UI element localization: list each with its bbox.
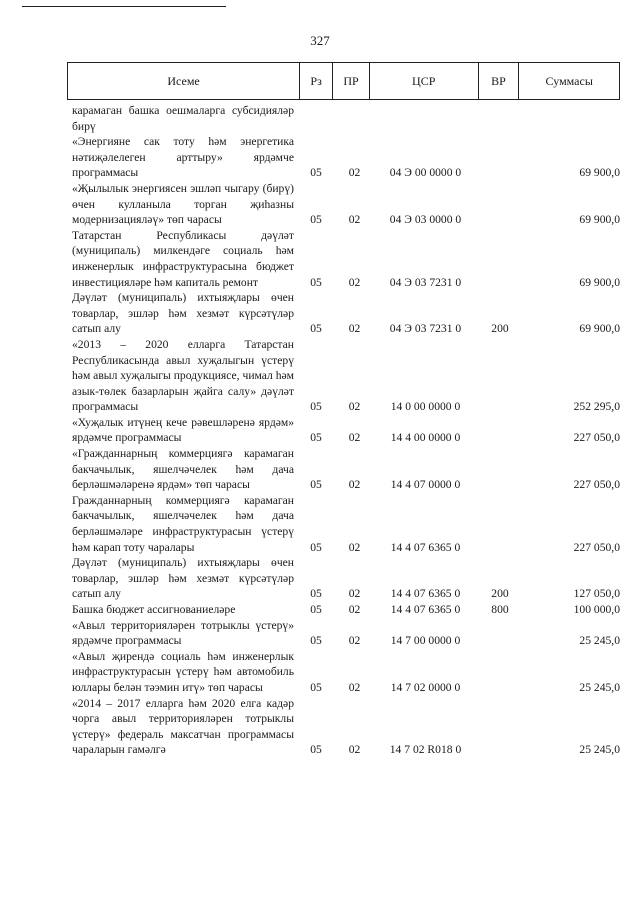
row-sum: 252 295,0 (573, 400, 620, 414)
row-rz: 05 (310, 634, 322, 648)
row-pr: 02 (348, 587, 361, 601)
row-rz: 05 (310, 603, 322, 616)
row-name: «2013 – 2020 елларга Татарстан Республикасында авыл хуҗалыгын үстерү һәм авыл хуҗалыгы продукциясе, чимал һәм азык-төлек базарларын җайга салу» дәүләт программасы (72, 337, 294, 414)
row-name: Башка бюджет ассигнованиеләре (72, 603, 236, 616)
table-row (72, 181, 620, 228)
row-csr: 14 0 00 0000 0 (390, 400, 461, 414)
row-pr: 02 (348, 166, 361, 180)
row-sum: 25 245,0 (579, 743, 620, 757)
row-sum: 227 050,0 (573, 431, 620, 445)
row-sum: 227 050,0 (573, 540, 620, 554)
row-csr: 14 4 07 0000 0 (390, 478, 461, 492)
row-csr: 04 Э 00 0000 0 (389, 166, 462, 180)
header-pr: ПР (333, 63, 370, 99)
row-vr: 200 (491, 322, 509, 336)
row-pr: 02 (348, 634, 361, 648)
row-rz: 05 (310, 540, 322, 554)
row-rz: 05 (310, 680, 322, 694)
row-rz: 05 (310, 587, 322, 601)
table-body (72, 103, 620, 758)
row-rz: 05 (310, 213, 322, 227)
table-row (72, 290, 620, 337)
row-pr: 02 (348, 275, 361, 289)
table-header (67, 62, 620, 100)
header-csr: ЦСР (370, 63, 479, 99)
table-row (72, 649, 620, 696)
table-row (72, 618, 620, 649)
row-rz: 05 (310, 166, 322, 180)
row-name: «Авыл территорияләрен тотрыклы үстерү» ярдәмче программасы (72, 618, 294, 648)
row-sum: 25 245,0 (579, 634, 620, 648)
row-name: карамаган башка оешмаларга субсидияләр бирү (72, 104, 294, 133)
header-name: Исеме (68, 63, 300, 99)
row-name: Гражданнарның коммерциягә карамаган бакчачылык, яшелчәчелек һәм дача берләшмәләре инфраструктурасын үстерү һәм карап тоту чаралары (72, 493, 294, 554)
row-pr: 02 (348, 322, 361, 336)
row-name: «Гражданнарның коммерциягә карамаган бакчачылык, яшелчәчелек һәм дача берләшмәләренә ярдәм» төп чарасы (72, 447, 294, 492)
row-sum: 69 900,0 (579, 322, 620, 336)
row-rz: 05 (310, 478, 322, 492)
table-row (72, 103, 620, 134)
row-rz: 05 (310, 322, 322, 336)
row-vr: 800 (491, 603, 509, 616)
row-pr: 02 (348, 743, 361, 757)
row-rz: 05 (310, 743, 322, 757)
row-csr: 14 4 07 6365 0 (390, 587, 461, 601)
row-name: «Энергияне сак тоту һәм энергетика нәтиҗәлелеген арттыру» ярдәмче программасы (72, 135, 294, 180)
row-sum: 69 900,0 (579, 166, 620, 180)
row-csr: 04 Э 03 7231 0 (389, 322, 462, 336)
row-csr: 04 Э 03 7231 0 (389, 275, 462, 289)
row-csr: 14 4 00 0000 0 (390, 431, 461, 445)
row-sum: 25 245,0 (579, 680, 620, 694)
header-vr: ВР (479, 63, 520, 99)
row-sum: 127 050,0 (573, 587, 620, 601)
row-name: Дәүләт (муниципаль) ихтыяҗлары өчен товарлар, эшләр һәм хезмәт күрсәтүләр сатып алу (72, 556, 294, 601)
table-row (72, 337, 620, 415)
page-number: 327 (310, 33, 330, 48)
table-row (72, 493, 620, 555)
row-rz: 05 (310, 431, 322, 445)
header-rz: Рз (300, 63, 333, 99)
row-rz: 05 (310, 275, 322, 289)
row-pr: 02 (348, 213, 361, 227)
row-sum: 227 050,0 (573, 478, 620, 492)
row-csr: 14 7 00 0000 0 (390, 634, 461, 648)
row-name: «Җылылык энергиясен эшләп чыгару (бирү) өчен кулланыла торган җиһазны модернизацияләү» төп чарасы (72, 181, 294, 227)
table-row (72, 555, 620, 602)
top-rule (22, 6, 226, 7)
row-pr: 02 (348, 540, 361, 554)
row-csr: 14 4 07 6365 0 (390, 540, 461, 554)
row-pr: 02 (348, 478, 361, 492)
row-csr: 14 4 07 6365 0 (390, 603, 461, 616)
row-sum: 69 900,0 (579, 213, 620, 227)
row-csr: 14 7 02 0000 0 (390, 680, 461, 694)
row-vr: 200 (491, 587, 509, 601)
row-pr: 02 (348, 680, 361, 694)
row-name: «Хуҗалык итүнең кече рәвешләренә ярдәм» ярдәмче программасы (72, 415, 294, 445)
row-csr: 04 Э 03 0000 0 (389, 213, 462, 227)
table-row (72, 228, 620, 290)
row-pr: 02 (348, 603, 361, 616)
table-row (72, 134, 620, 181)
table-row (72, 696, 620, 758)
row-rz: 05 (310, 400, 322, 414)
row-sum: 69 900,0 (579, 275, 620, 289)
row-name: Татарстан Республикасы дәүләт (муниципаль) милкендәге социаль һәм инженерлык инфраструктурасына бюджет инвестицияләре һәм капиталь ремонт (72, 228, 294, 289)
table-row (72, 415, 620, 446)
row-sum: 100 000,0 (573, 603, 620, 616)
table-row (72, 446, 620, 493)
row-pr: 02 (348, 400, 361, 414)
row-name: «2014 – 2017 елларга һәм 2020 елга кадәр чорга авыл территорияләрен тотрыклы үстерү» федераль максатчан программасы чараларын гамәлгә (72, 696, 294, 757)
table-row (72, 602, 620, 618)
row-pr: 02 (348, 431, 361, 445)
row-name: «Авыл җирендә социаль һәм инженерлык инфраструктурасын үстерү һәм автомобиль юллары белән тәэмин итү» төп чарасы (72, 649, 294, 694)
row-csr: 14 7 02 R018 0 (389, 743, 462, 757)
row-name: Дәүләт (муниципаль) ихтыяҗлары өчен товарлар, эшләр һәм хезмәт күрсәтүләр сатып алу (72, 291, 294, 336)
header-sum: Суммасы (545, 73, 593, 88)
